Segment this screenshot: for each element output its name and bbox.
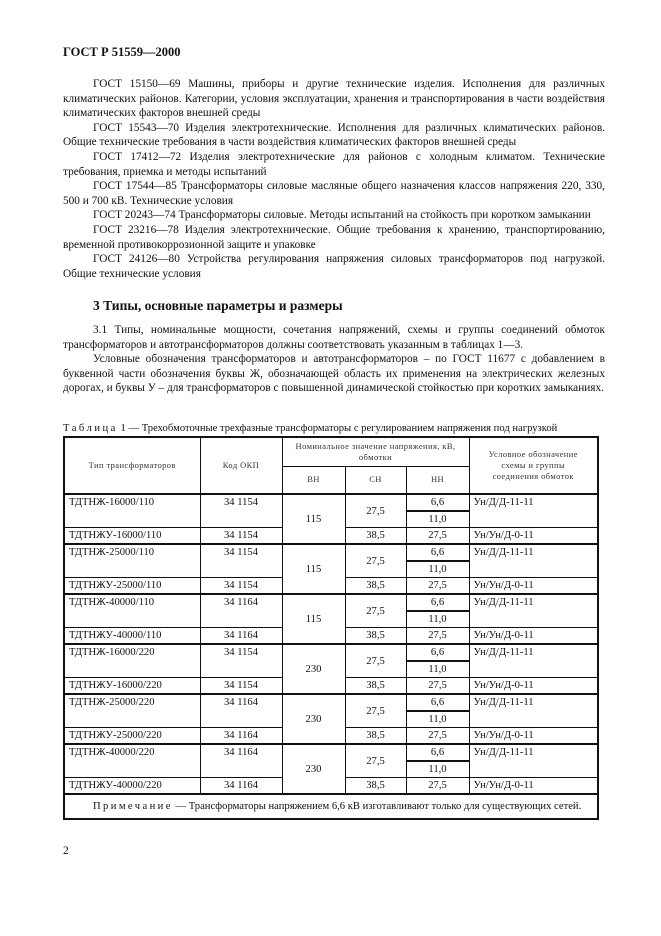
nn-cell: 6,6: [406, 594, 469, 611]
vn-cell: 115: [282, 544, 345, 594]
table-row: [64, 694, 598, 711]
scheme-cell: Ун/Ун/Д-0-11: [469, 578, 598, 595]
type-cell: ТДТНЖУ-40000/110: [64, 628, 200, 645]
document-header: ГОСТ Р 51559—2000: [63, 45, 181, 59]
nn-cell: 27,5: [406, 628, 469, 645]
code-cell: 34 1154: [200, 528, 282, 545]
type-cell: ТДТНЖУ-16000/220: [64, 678, 200, 695]
section-title: 3 Типы, основные параметры и размеры: [93, 298, 343, 313]
sn-cell: 38,5: [345, 578, 406, 595]
scheme-cell: Ун/Д/Д-11-11: [469, 744, 598, 778]
sn-cell: 27,5: [345, 644, 406, 678]
code-cell: 34 1154: [200, 544, 282, 578]
code-cell: 34 1154: [200, 494, 282, 528]
section-body: [63, 323, 605, 396]
table-caption: [63, 423, 608, 434]
code-cell: 34 1154: [200, 678, 282, 695]
scheme-cell: Ун/Д/Д-11-11: [469, 644, 598, 678]
scheme-cell: Ун/Д/Д-11-11: [469, 544, 598, 578]
table-row: [64, 744, 598, 761]
nn-cell: 27,5: [406, 778, 469, 795]
nn-cell: 6,6: [406, 694, 469, 711]
vn-cell: 230: [282, 744, 345, 794]
scheme-cell: Ун/Д/Д-11-11: [469, 594, 598, 628]
vn-cell: 115: [282, 494, 345, 544]
header-vn: ВН: [282, 466, 345, 494]
reference-item: ГОСТ 20243—74 Трансформаторы силовые. Методы испытаний на стойкость при коротком замыкании: [93, 209, 591, 222]
page-number: 2: [63, 845, 69, 857]
reference-item: ГОСТ 17544—85 Трансформаторы силовые масляные общего назначения классов напряжения 220, 330, 500 и 700 кВ. Технические условия: [63, 180, 605, 207]
nn-cell: 27,5: [406, 578, 469, 595]
reference-item: ГОСТ 15543—70 Изделия электротехнические. Исполнения для различных климатических районов. Общие технические требования в части воздействия климатических факторов внешней среды: [63, 121, 605, 149]
table-row: [64, 644, 598, 661]
header-type: Тип трансформаторов: [64, 437, 200, 494]
note-label: Примечание: [93, 801, 173, 812]
paragraph: Условные обозначения трансформаторов и автотрансформаторов – по ГОСТ 11677 с добавлением в буквенной части обозначения буквы Ж, обозначающей область их применения на электрических железных дорогах, и буквы У – для трансформаторов с повышенной динамической стойкостью при коротких замыканиях.: [63, 353, 605, 395]
type-cell: ТДТНЖ-16000/110: [64, 494, 200, 528]
sn-cell: 38,5: [345, 528, 406, 545]
nn-cell: 6,6: [406, 744, 469, 761]
paragraph: 3.1 Типы, номинальные мощности, сочетания напряжений, схемы и группы соединений обмоток трансформаторов и автотрансформаторов должны соответствовать указанным в таблицах 1—3.: [63, 324, 605, 351]
header-sn: СН: [345, 466, 406, 494]
table-row: [64, 594, 598, 611]
table-note: [64, 794, 598, 819]
reference-item: ГОСТ 24126—80 Устройства регулирования напряжения силовых трансформаторов под нагрузкой. Общие технические условия: [63, 253, 605, 280]
reference-item: ГОСТ 17412—72 Изделия электротехнические для районов с холодным климатом. Технические требования, приемка и методы испытаний: [63, 150, 605, 178]
code-cell: 34 1164: [200, 594, 282, 628]
sn-cell: 27,5: [345, 544, 406, 578]
nn-cell: 6,6: [406, 644, 469, 661]
type-cell: ТДТНЖ-25000/220: [64, 694, 200, 728]
scheme-cell: Ун/Ун/Д-0-11: [469, 728, 598, 745]
scheme-cell: Ун/Ун/Д-0-11: [469, 628, 598, 645]
type-cell: ТДТНЖ-40000/110: [64, 594, 200, 628]
type-cell: ТДТНЖУ-16000/110: [64, 528, 200, 545]
scheme-cell: Ун/Д/Д-11-11: [469, 694, 598, 728]
code-cell: 34 1164: [200, 694, 282, 728]
type-cell: ТДТНЖУ-40000/220: [64, 778, 200, 795]
table-caption-text: 1 — Трехобмоточные трехфазные трансформаторы с регулированием напряжения под нагрузкой: [117, 423, 558, 434]
table-row: [64, 494, 598, 511]
header-code: Код ОКП: [200, 437, 282, 494]
type-cell: ТДТНЖ-25000/110: [64, 544, 200, 578]
note-text: — Трансформаторы напряжением 6,6 кВ изготавливают только для существующих сетей.: [172, 801, 582, 812]
code-cell: 34 1164: [200, 778, 282, 795]
nn-cell: 11,0: [406, 761, 469, 778]
vn-cell: 115: [282, 594, 345, 644]
nn-cell: 11,0: [406, 511, 469, 528]
header-nn: НН: [406, 466, 469, 494]
type-cell: ТДТНЖУ-25000/220: [64, 728, 200, 745]
table-row: [64, 544, 598, 561]
reference-item: ГОСТ 23216—78 Изделия электротехнические. Общие требования к хранению, транспортированию, временной противокоррозионной защите и упаковке: [63, 223, 605, 251]
scheme-cell: Ун/Ун/Д-0-11: [469, 778, 598, 795]
scheme-cell: Ун/Ун/Д-0-11: [469, 528, 598, 545]
code-cell: 34 1164: [200, 728, 282, 745]
vn-cell: 230: [282, 644, 345, 694]
scheme-cell: Ун/Д/Д-11-11: [469, 494, 598, 528]
code-cell: 34 1164: [200, 628, 282, 645]
vn-cell: 230: [282, 694, 345, 744]
nn-cell: 27,5: [406, 528, 469, 545]
header-voltage: Номинальное значение напряжения, кВ, обмотки: [282, 437, 469, 466]
sn-cell: 38,5: [345, 778, 406, 795]
code-cell: 34 1154: [200, 644, 282, 678]
header-scheme: Условное обозначение схемы и группы соединения обмоток: [469, 437, 598, 494]
nn-cell: 27,5: [406, 678, 469, 695]
type-cell: ТДТНЖ-16000/220: [64, 644, 200, 678]
sn-cell: 27,5: [345, 494, 406, 528]
nn-cell: 11,0: [406, 661, 469, 678]
nn-cell: 11,0: [406, 711, 469, 728]
sn-cell: 27,5: [345, 744, 406, 778]
code-cell: 34 1164: [200, 744, 282, 778]
sn-cell: 38,5: [345, 678, 406, 695]
sn-cell: 38,5: [345, 628, 406, 645]
nn-cell: 6,6: [406, 544, 469, 561]
nn-cell: 11,0: [406, 611, 469, 628]
nn-cell: 6,6: [406, 494, 469, 511]
type-cell: ТДТНЖ-40000/220: [64, 744, 200, 778]
sn-cell: 38,5: [345, 728, 406, 745]
transformers-table: [63, 436, 599, 820]
references-list: [63, 77, 605, 281]
sn-cell: 27,5: [345, 694, 406, 728]
nn-cell: 11,0: [406, 561, 469, 578]
table-caption-label: Таблица: [63, 423, 118, 434]
sn-cell: 27,5: [345, 594, 406, 628]
reference-item: ГОСТ 15150—69 Машины, приборы и другие технические изделия. Исполнения для различных климатических районов. Категории, условия эксплуатации, хранения и транспортирования в части воздействия климатических факторов внешней среды: [63, 78, 605, 120]
nn-cell: 27,5: [406, 728, 469, 745]
type-cell: ТДТНЖУ-25000/110: [64, 578, 200, 595]
code-cell: 34 1154: [200, 578, 282, 595]
scheme-cell: Ун/Ун/Д-0-11: [469, 678, 598, 695]
